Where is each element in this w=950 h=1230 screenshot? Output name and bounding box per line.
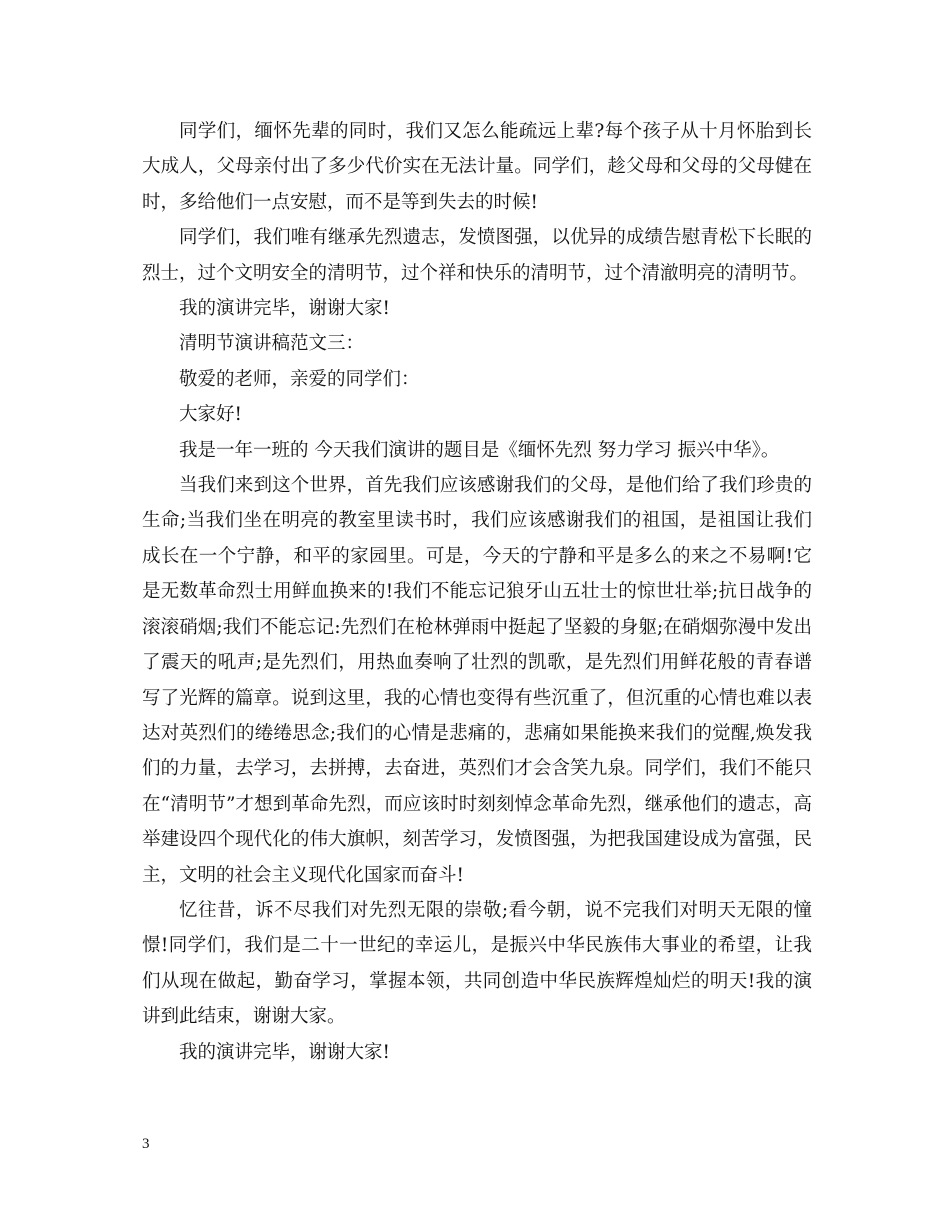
paragraph: 同学们，我们唯有继承先烈遗志，发愤图强，以优异的成绩告慰青松下长眠的烈士，过个文明安全的清明节，过个祥和快乐的清明节，过个清澈明亮的清明节。 — [142, 227, 812, 284]
salutation: 敬爱的老师，亲爱的同学们： — [179, 368, 420, 390]
document-body — [142, 114, 812, 1070]
paragraph: 我的演讲完毕，谢谢大家! — [179, 1041, 390, 1063]
paragraph: 我的演讲完毕，谢谢大家! — [179, 298, 390, 320]
paragraph: 同学们，缅怀先辈的同时，我们又怎么能疏远上辈?每个孩子从十月怀胎到长大成人，父母亲付出了多少代价实在无法计量。同学们，趁父母和父母的父母健在时，多给他们一点安慰，而不是等到失去的时候! — [142, 121, 812, 213]
section-heading: 清明节演讲稿范文三： — [179, 333, 365, 355]
paragraph: 当我们来到这个世界，首先我们应该感谢我们的父母，是他们给了我们珍贵的生命;当我们坐在明亮的教室里读书时，我们应该感谢我们的祖国，是祖国让我们成长在一个宁静，和平的家园里。可是，今天的宁静和平是多么的来之不易啊!它是无数革命烈士用鲜血换来的!我们不能忘记狼牙山五壮士的惊世壮举;抗日战争的滚滚硝烟;我们不能忘记:先烈们在枪林弹雨中挺起了坚毅的身躯;在硝烟弥漫中发出了震天的吼声;是先烈们，用热血奏响了壮烈的凯歌，是先烈们用鲜花般的青春谱写了光辉的篇章。说到这里，我的心情也变得有些沉重了，但沉重的心情也难以表达对英烈们的绻绻思念;我们的心情是悲痛的，悲痛如果能换来我们的觉醒,焕发我们的力量，去学习，去拼搏，去奋进，英烈们才会含笑九泉。同学们，我们不能只在“清明节”才想到革命先烈，而应该时时刻刻悼念革命先烈，继承他们的遗志，高举建设四个现代化的伟大旗帜，刻苦学习，发愤图强，为把我国建设成为富强，民主，文明的社会主义现代化国家而奋斗! — [142, 475, 812, 886]
paragraph: 我是一年一班的 今天我们演讲的题目是《缅怀先烈 努力学习 振兴中华》。 — [179, 439, 780, 461]
greeting: 大家好! — [179, 404, 242, 426]
page-number: 3 — [142, 1136, 150, 1152]
paragraph: 忆往昔，诉不尽我们对先烈无限的崇敬;看今朝，说不完我们对明天无限的憧憬!同学们，我们是二十一世纪的幸运儿，是振兴中华民族伟大事业的希望，让我们从现在做起，勤奋学习，掌握本领，共同创造中华民族辉煌灿烂的明天!我的演讲到此结束，谢谢大家。 — [142, 899, 812, 1028]
